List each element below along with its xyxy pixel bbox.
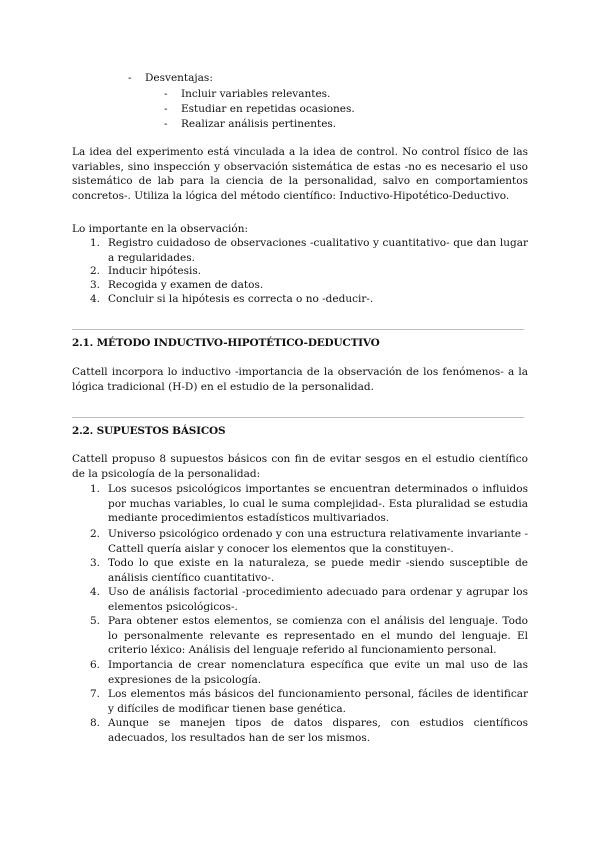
list-item: Registro cuidadoso de observaciones -cualitativo y cuantitativo- que dan lugar a regularidades. (108, 237, 528, 264)
dash-marker: - (128, 72, 132, 84)
list-item: Recogida y examen de datos. (108, 279, 264, 291)
list-item: Aunque se manejen tipos de datos dispares, con estudios científicos adecuados, los resultados han de ser los mismos. (108, 717, 528, 744)
disadvantage-item: Estudiar en repetidas ocasiones. (181, 103, 355, 115)
list-item: Universo psicológico ordenado y con una estructura relativamente invariante -Cattell quería aislar y conocer los elementos que la constituyen-. (108, 528, 528, 555)
section-heading: 2.2. SUPUESTOS BÁSICOS (72, 425, 226, 437)
list-item: Los elementos más básicos del funcionamiento personal, fáciles de identificar y difíciles de modificar tienen base genética. (108, 688, 528, 715)
disadvantage-item: Incluir variables relevantes. (181, 88, 331, 100)
list-number: 2. (90, 265, 101, 277)
disadvantages-label: Desventajas: (145, 72, 213, 84)
list-number: 8. (90, 717, 101, 729)
list-number: 3. (90, 557, 101, 569)
dash-marker: - (164, 118, 168, 130)
list-item: Uso de análisis factorial -procedimiento adecuado para ordenar y agrupar los elementos psicológicos-. (108, 586, 528, 613)
list-item: Para obtener estos elementos, se comienza con el análisis del lenguaje. Todo lo personalmente relevante es representado en el mundo del lenguaje. El criterio léxico: Análisis del lenguaje referido al funcionamiento personal. (108, 615, 528, 656)
list-number: 7. (90, 688, 101, 700)
list-number: 1. (90, 483, 101, 495)
section-intro: Cattell propuso 8 supuestos básicos con fin de evitar sesgos en el estudio científico de la psicología de la personalidad: (72, 453, 528, 480)
disadvantage-item: Realizar análisis pertinentes. (181, 118, 337, 130)
experiment-paragraph: La idea del experimento está vinculada a la idea de control. No control físico de las variables, sino inspección y observación sistemática de estas -no es necesario el uso sistemático de lab para la ciencia de la personalidad, salvo en comportamientos concretos-. Utiliza la lógica del método científico: Inductivo-Hipotético-Deductivo. (72, 146, 528, 202)
list-number: 4. (90, 586, 101, 598)
list-item: Concluir si la hipótesis es correcta o no -deducir-. (108, 293, 374, 305)
list-item: Los sucesos psicológicos importantes se encuentran determinados o influidos por muchas variables, lo cual le suma complejidad-. Esta pluralidad se estudia mediante procedimientos estadísticos multivariados. (108, 483, 528, 524)
list-item: Inducir hipótesis. (108, 265, 202, 277)
section-divider (72, 417, 524, 418)
dash-marker: - (164, 103, 168, 115)
list-number: 1. (90, 237, 101, 249)
list-item: Todo lo que existe en la naturaleza, se puede medir -siendo susceptible de análisis científico cuantitativo-. (108, 557, 528, 584)
observation-intro: Lo importante en la observación: (72, 223, 249, 235)
list-item: Importancia de crear nomenclatura específica que evite un mal uso de las expresiones de la psicología. (108, 659, 528, 686)
list-number: 5. (90, 615, 101, 627)
list-number: 2. (90, 528, 101, 540)
section-body: Cattell incorpora lo inductivo -importancia de la observación de los fenómenos- a la lógica tradicional (H-D) en el estudio de la personalidad. (72, 366, 528, 393)
list-number: 3. (90, 279, 101, 291)
section-heading: 2.1. MÉTODO INDUCTIVO-HIPOTÉTICO-DEDUCTIVO (72, 337, 380, 349)
list-number: 6. (90, 659, 101, 671)
dash-marker: - (164, 88, 168, 100)
list-number: 4. (90, 293, 101, 305)
section-divider (72, 329, 524, 330)
